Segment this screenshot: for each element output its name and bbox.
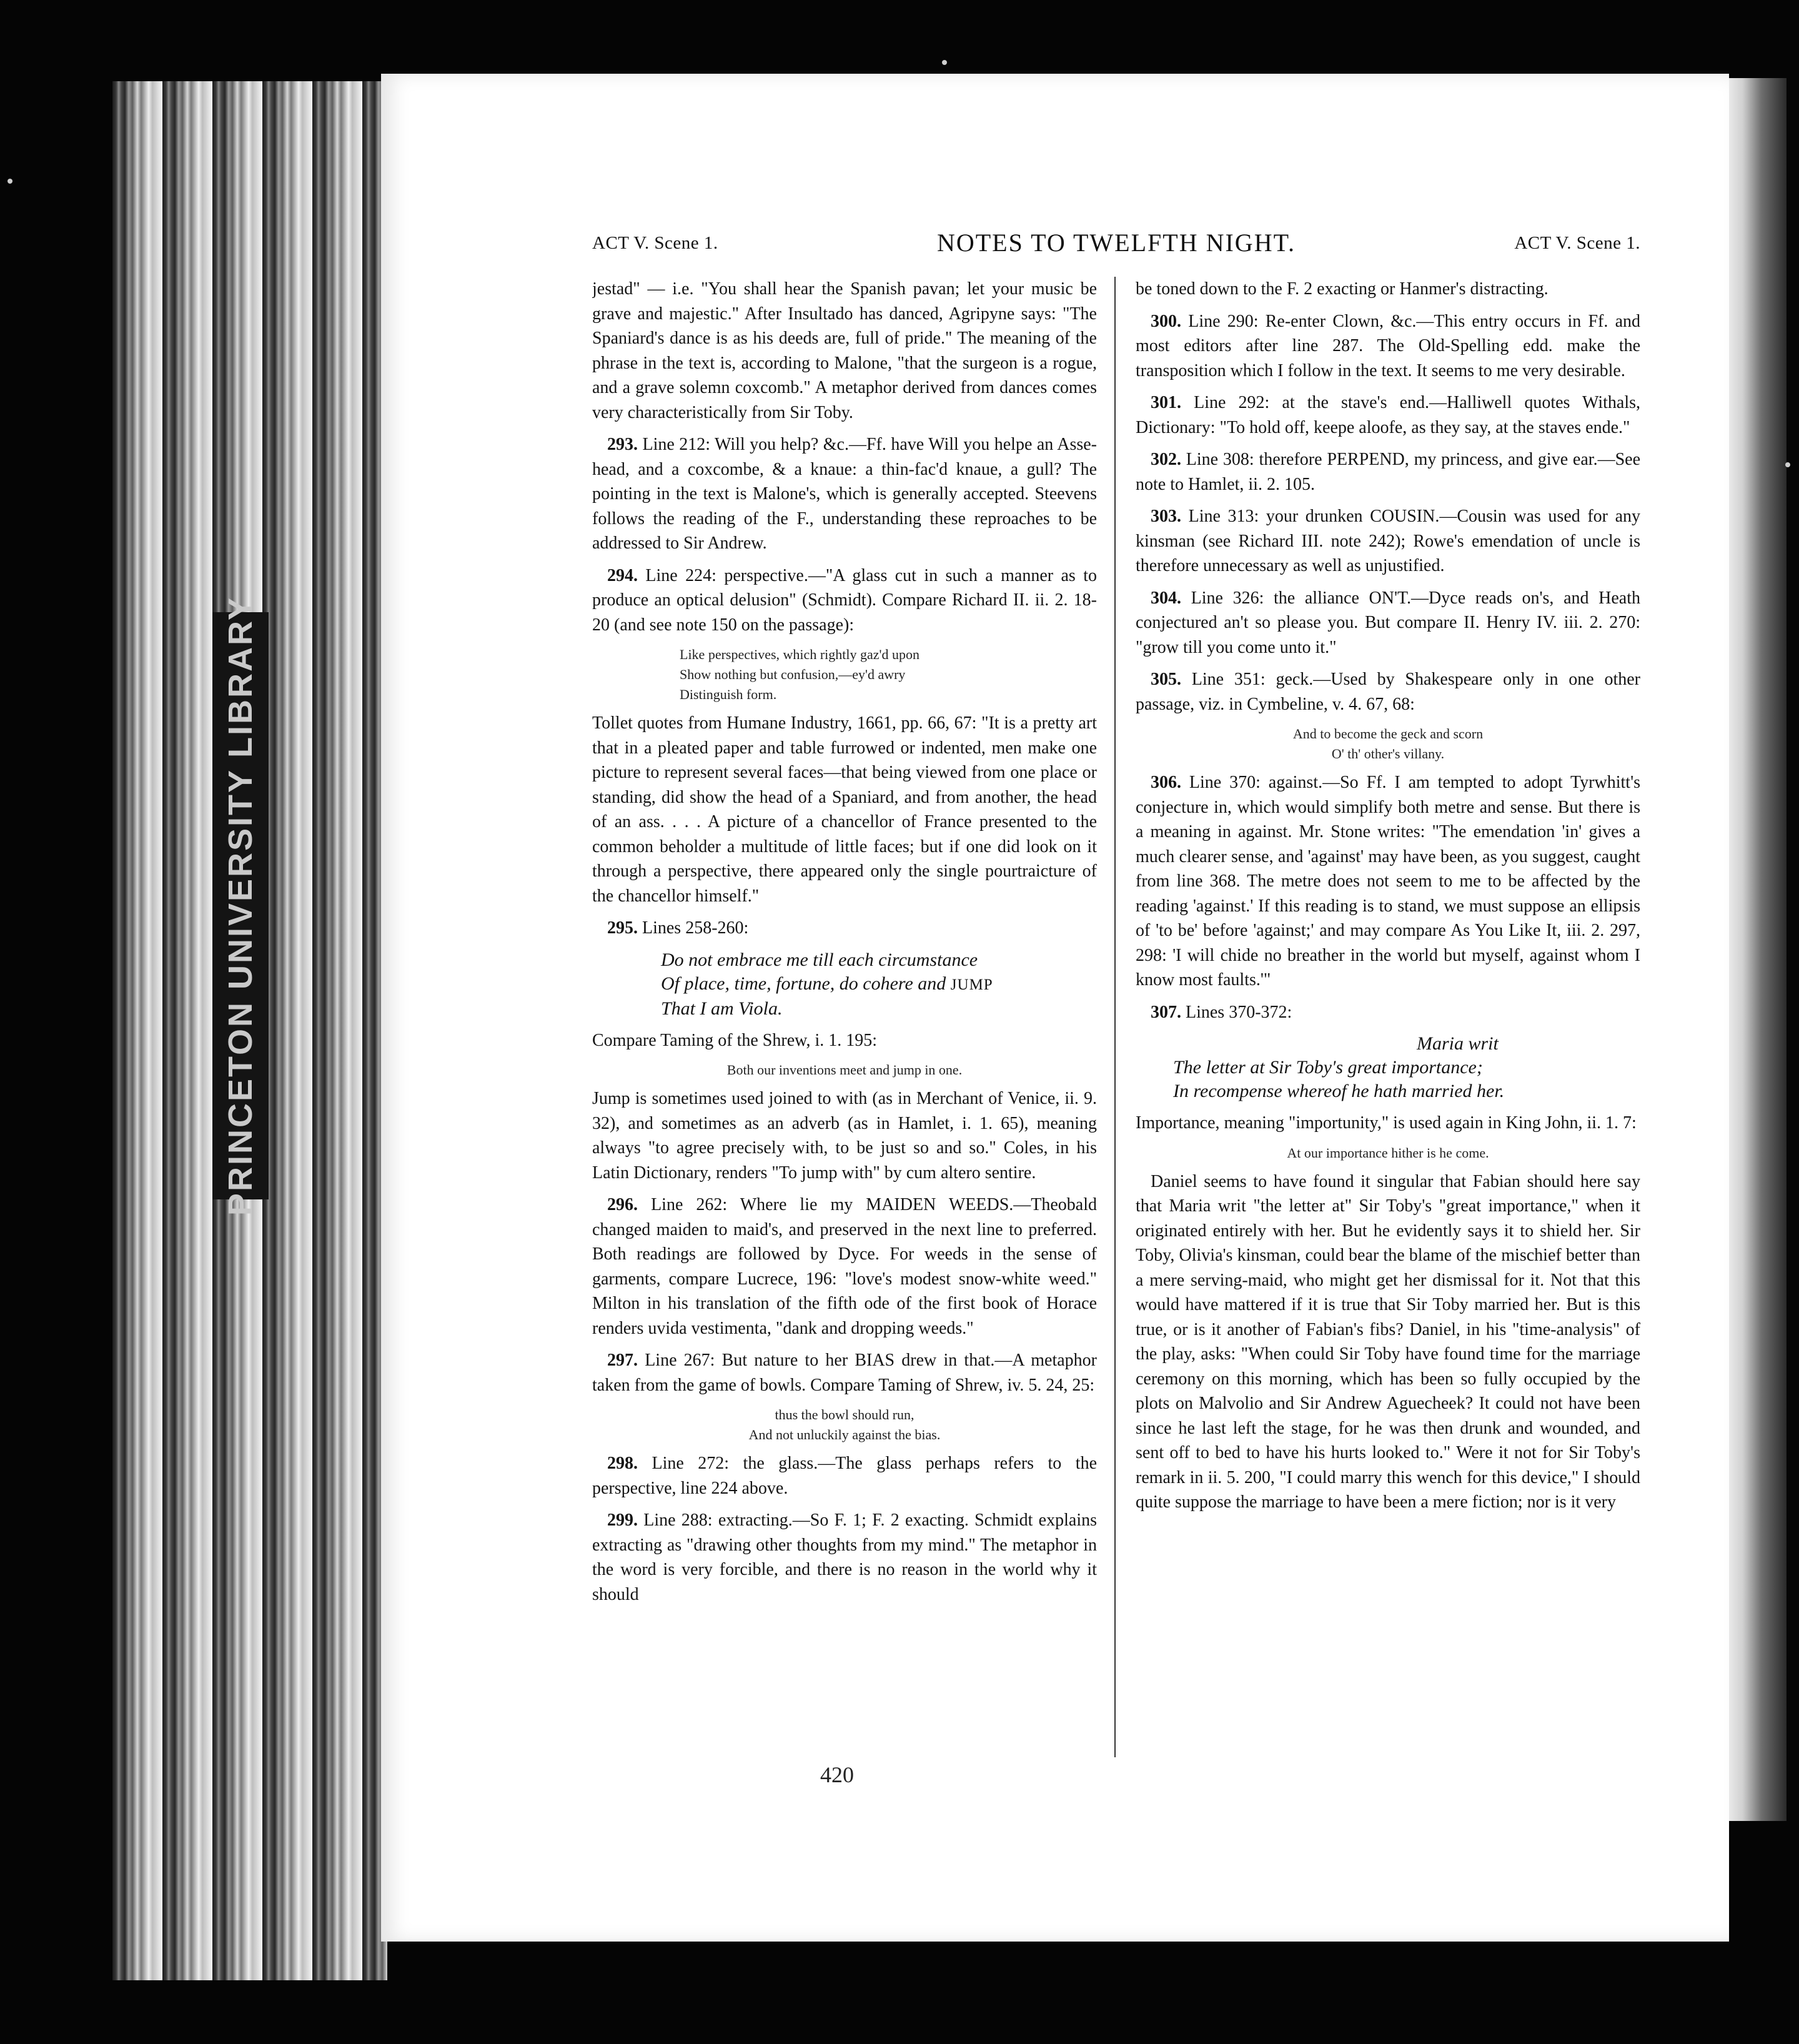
note-301 [1136,390,1640,440]
note-number: 306. [1151,773,1181,792]
note-300 [1136,309,1640,384]
quotation-block [592,1405,1097,1445]
note-number: 299. [607,1511,638,1530]
quotation-line: And not unluckily against the bias. [748,1427,941,1442]
note-number: 298. [607,1454,638,1473]
dust-speck [7,179,12,184]
dust-speck [1785,462,1790,467]
verse-line: Maria writ [1417,1033,1499,1054]
note-293 [592,432,1097,556]
verse-line: Do not embrace me till each circumstance [661,949,978,970]
quotation-line: And to become the geck and scorn [1292,726,1484,742]
quotation-line: Both our inventions meet and jump in one. [726,1062,963,1078]
note-number: 300. [1151,311,1181,331]
header-act-right: ACT V. Scene 1. [1514,233,1640,253]
verse-line: That I am Viola. [661,998,783,1019]
note-text: Line 292: at the stave's end.—Halliwell quotes Withals, Dictionary: "To hold off, keepe aloofe, as they say, at the staves ende." [1136,393,1640,437]
verse-small-caps: JUMP [950,976,993,993]
verse-text: Of place, time, fortune, do cohere and [661,973,946,994]
note-number: 304. [1151,588,1181,608]
note-text: Line 370: against.—So Ff. I am tempted to adopt Tyrwhitt's conjecture in, which would simplify both metre and sense. But there is a meaning in against. Mr. Stone writes: "The emendation 'in' gives a much clearer sense, and 'against' may have been, as you suggest, caught from line 368. The metre does not seem to me to be affected by the reading 'against.' If this reading is to stand, we must suppose an ellipsis of 'to be' before 'against;' and may compare As You Like It, iii. 2. 297, 298: 'I will chide no breather in the world but myself, against whom I know most faults.'" [1136,773,1640,990]
note-text: Line 308: therefore PERPEND, my princess, and give ear.—See note to Hamlet, ii. 2. 105. [1136,450,1640,494]
note-number: 307. [1151,1002,1181,1022]
note-continuation: Tollet quotes from Humane Industry, 1661, pp. 66, 67: "It is a pretty art that in a pleated paper and table furrowed or indented, men make one picture to represent several faces—that being viewed from one place or standing, did show the head of a Spaniard, and from another, the head of an ass. . . . A picture of a chancellor of France presented to the common beholder a multitude of little faces; but if one did look on it through a perspective, there appeared only the single pourtraicture of the chancellor himself." [592,713,1097,906]
note-307 [1136,1000,1640,1025]
note-number: 301. [1151,393,1181,412]
note-number: 294. [607,565,638,585]
quotation-block [1136,724,1640,764]
note-continuation: Compare Taming of the Shrew, i. 1. 195: [592,1030,878,1050]
header-act-left: ACT V. Scene 1. [592,233,718,253]
note-297 [592,1348,1097,1397]
quotation-line: At our importance hither is he come. [1287,1144,1489,1161]
page-number: 420 [820,1762,854,1787]
note-text: Line 288: extracting.—So F. 1; F. 2 exacting. Schmidt explains extracting as "drawing other thoughts from my mind." The metaphor in the word is very forcible, and there is no reason in the world why it should [592,1511,1097,1604]
quotation-line: O' th' other's villany. [1331,746,1445,762]
note-text: Lines 258-260: [642,918,749,938]
note-text: Line 212: Will you help? &c.—Ff. have Will you helpe an Asse-head, and a coxcombe, & a knaue: a thin-fac'd knaue, a gull? The pointing in the text is Malone's, which is generally accepted. Steevens follows the reading of the F., understanding these reproaches to be addressed to Sir Andrew. [592,435,1097,553]
note-text: Line 326: the alliance ON'T.—Dyce reads on's, and Heath conjectured an't so please you. But compare II. Henry IV. iii. 2. 270: "grow till you come unto it." [1136,588,1640,657]
quotation-block [592,645,1097,705]
note-continuation: Jump is sometimes used joined to with (as in Merchant of Venice, ii. 9. 32), and sometimes as an adverb (as in Hamlet, i. 1. 65), meaning always "to agree precisely with, to be just so and so." Coles, in his Latin Dictionary, renders "To jump with" by cum altero sentire. [592,1089,1097,1183]
note-continuation: Daniel seems to have found it singular that Fabian should here say that Maria writ "the letter at" Sir Toby's "great importance," when it originated entirely with her. But he evidently says it to shield her. Sir Toby, Olivia's kinsman, could bear the blame of the mischief better than a mere serving-maid, who might get her dismissal for it. Not that this would have mattered if it is true that Sir Toby married her. But is this true, or is it another of Fabian's fibs? Daniel, in his "time-analysis" of the play, asks: "When could Sir Toby have found time for the marriage ceremony on this morning, which has been so fully occupied by the plots on Malvolio and Sir Andrew Aguecheek? It could not have been since he last left the stage, for he was then drunk and wounded, and sent off to bed to have his hurts looked to." Were it not for Sir Toby's remark in ii. 5. 200, "I could marry this wench for this device," I should quite suppose the marriage to have been a mere fiction; nor is it very [1136,1171,1640,1512]
note-302 [1136,447,1640,497]
note-continuation: Importance, meaning "importunity," is used again in King John, ii. 1. 7: [1136,1113,1637,1133]
note-number: 305. [1151,670,1181,689]
note-number: 293. [607,435,638,454]
note-303 [1136,504,1640,578]
note-299 [592,1508,1097,1607]
note-number: 302. [1151,450,1181,469]
verse-block [592,948,1097,1021]
verse-line: In recompense whereof he hath married her. [1173,1081,1505,1101]
running-header [592,228,1640,259]
library-stamp [212,595,269,1216]
column-divider [1114,277,1116,1757]
quotation-line: Show nothing but confusion,—ey'd awry [680,667,906,682]
left-column [592,277,1097,1764]
quotation-line: Like perspectives, which rightly gaz'd upon [680,647,919,662]
note-text: Line 290: Re-enter Clown, &c.—This entry occurs in Ff. and most editors after line 287. The Old-Spelling edd. make the transposition which I follow in the text. It seems to me very desirable. [1136,311,1640,380]
verse-line [661,972,1097,997]
note-296 [592,1193,1097,1341]
note-text: Line 267: But nature to her BIAS drew in that.—A metaphor taken from the game of bowls. Compare Taming of Shrew, iv. 5. 24, 25: [592,1351,1097,1395]
verse-block [1136,1032,1640,1103]
note-text: Lines 370-372: [1186,1002,1292,1022]
note-305 [1136,667,1640,717]
continued-note-text: be toned down to the F. 2 exacting or Hanmer's distracting. [1136,279,1549,299]
quotation-line: thus the bowl should run, [775,1407,914,1422]
quotation-line: Distinguish form. [680,687,777,702]
note-text: Line 313: your drunken COUSIN.—Cousin was used for any kinsman (see Richard III. note 242); Rowe's emendation of uncle is therefore unnecessary as well as unjustified. [1136,507,1640,575]
page-title: NOTES TO TWELFTH NIGHT. [936,229,1296,257]
quotation-block [1136,1143,1640,1163]
note-number: 303. [1151,507,1181,526]
note-text: Line 262: Where lie my MAIDEN WEEDS.—Theobald changed maiden to maid's, and preserved in the next line to preferred. Both readings are followed by Dyce. For weeds in the sense of garments, compare Lucrece, 196: "love's modest snow-white weed." Milton in his translation of the fifth ode of the first book of Horace renders uvida vestimenta, "dank and dropping weeds." [592,1195,1097,1338]
note-number: 297. [607,1351,638,1370]
right-column [1136,277,1640,1764]
note-text: Line 224: perspective.—"A glass cut in such a manner as to produce an optical delusion" (Schmidt). Compare Richard II. ii. 2. 18-20 (and see note 150 on the passage): [592,565,1097,635]
note-text: Line 351: geck.—Used by Shakespeare only in one other passage, viz. in Cymbeline, v. 4. 67, 68: [1136,670,1640,714]
note-294 [592,563,1097,638]
note-text: Line 272: the glass.—The glass perhaps refers to the perspective, line 224 above. [592,1454,1097,1498]
library-stamp-text: PRINCETON UNIVERSITY LIBRARY [222,595,259,1216]
verse-line: The letter at Sir Toby's great importance; [1173,1057,1483,1078]
facing-page-edge [1724,78,1787,1821]
note-number: 296. [607,1195,638,1214]
dust-speck [942,60,947,65]
note-306 [1136,770,1640,993]
quotation-block [592,1060,1097,1080]
note-295 [592,916,1097,941]
note-number: 295. [607,918,638,938]
continued-note-text: jestad" — i.e. "You shall hear the Spanish pavan; let your music be grave and majestic." After Insultado has danced, Agripyne says: "The Spaniard's dance is as his deeds are, full of pride." The meaning of the phrase in the text is, according to Malone, "that the surgeon is a rogue, and a grave solemn coxcomb." A metaphor derived from dances comes very characteristically from Sir Toby. [592,279,1097,422]
note-304 [1136,586,1640,660]
note-298 [592,1451,1097,1501]
